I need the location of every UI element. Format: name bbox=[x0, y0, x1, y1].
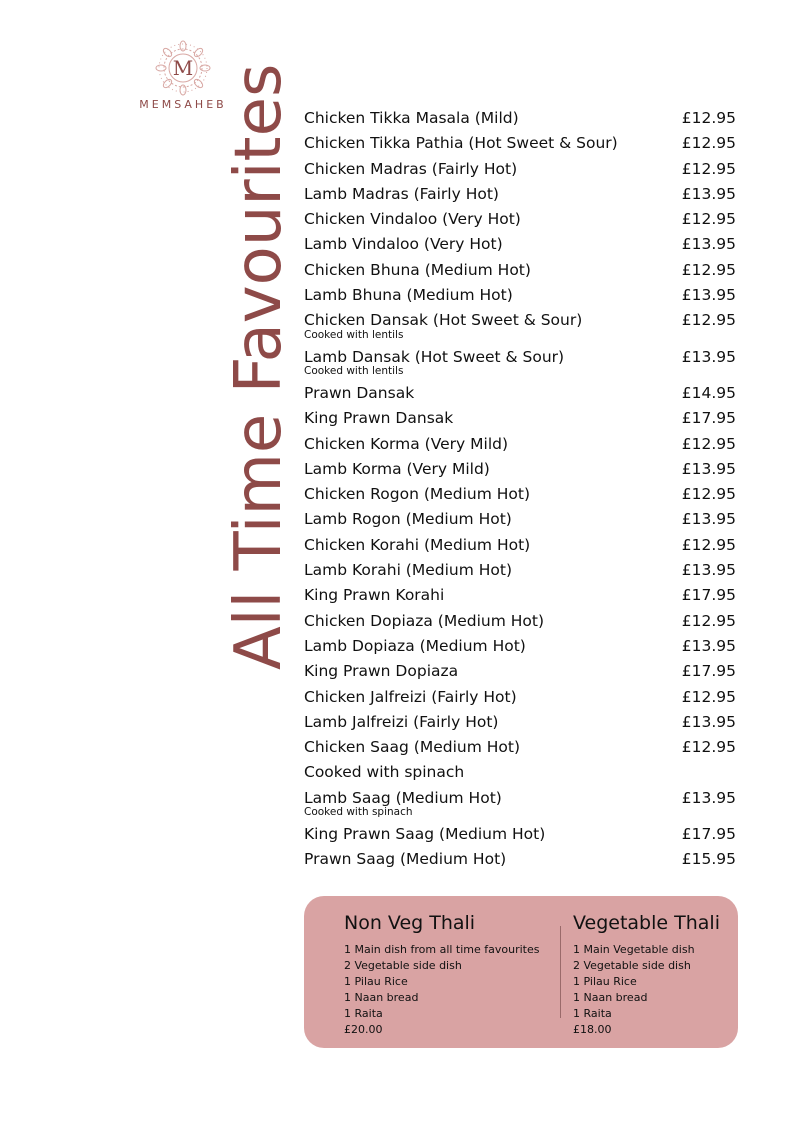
non-veg-thali-line: 1 Naan bread bbox=[344, 991, 419, 1004]
menu-item-price: £12.95 bbox=[681, 611, 736, 630]
menu-item bbox=[304, 106, 740, 131]
menu-item-price: £12.95 bbox=[681, 134, 736, 153]
menu-item-name: Chicken Vindaloo (Very Hot) bbox=[304, 210, 521, 229]
thali-box bbox=[304, 896, 738, 1048]
non-veg-thali-line: 1 Main dish from all time favourites bbox=[344, 943, 540, 956]
menu-item-name: King Prawn Saag (Medium Hot) bbox=[304, 825, 546, 844]
menu-item-price: £12.95 bbox=[681, 109, 736, 127]
menu-item bbox=[304, 432, 740, 457]
non-veg-thali-line: 1 Raita bbox=[344, 1007, 383, 1020]
menu-item-name: King Prawn Korahi bbox=[304, 586, 445, 605]
menu-item-price: £12.95 bbox=[681, 738, 736, 757]
menu-item-note: Cooked with spinach bbox=[304, 806, 413, 819]
menu-item bbox=[304, 258, 740, 283]
menu-item-price: £17.95 bbox=[681, 586, 736, 605]
menu-item bbox=[304, 207, 740, 232]
menu-item bbox=[304, 558, 740, 583]
menu-item-name: Lamb Dopiaza (Medium Hot) bbox=[304, 636, 526, 655]
menu-item-name: Lamb Jalfreizi (Fairly Hot) bbox=[304, 712, 499, 731]
menu-item-name: Lamb Saag (Medium Hot) bbox=[304, 788, 502, 807]
menu-item bbox=[304, 634, 740, 659]
menu-item-price: £12.95 bbox=[681, 687, 736, 706]
veg-thali bbox=[573, 912, 720, 1038]
menu-item bbox=[304, 406, 740, 431]
menu-item-note: Cooked with lentils bbox=[304, 364, 404, 377]
menu-item-name: Lamb Dansak (Hot Sweet & Sour) bbox=[304, 347, 565, 366]
non-veg-thali-line: 2 Vegetable side dish bbox=[344, 959, 462, 972]
menu-item bbox=[304, 609, 740, 634]
menu-item-name: Chicken Tikka Masala (Mild) bbox=[304, 109, 519, 127]
non-veg-thali-title: Non Veg Thali bbox=[344, 912, 476, 934]
menu-item bbox=[304, 735, 740, 760]
brand-name: MEMSAHEB bbox=[139, 98, 227, 111]
menu-item bbox=[304, 482, 740, 507]
menu-item-price: £12.95 bbox=[681, 535, 736, 554]
thali-divider bbox=[560, 926, 561, 1018]
menu-item bbox=[304, 847, 740, 872]
veg-thali-line: 1 Raita bbox=[573, 1007, 612, 1020]
menu-item bbox=[304, 457, 740, 482]
menu-item-name: Chicken Rogon (Medium Hot) bbox=[304, 485, 531, 504]
menu-item-price: £13.95 bbox=[681, 459, 736, 478]
menu-item-price: £15.95 bbox=[681, 850, 736, 869]
menu-item bbox=[304, 157, 740, 182]
menu-item-name: Chicken Madras (Fairly Hot) bbox=[304, 159, 518, 178]
menu-item bbox=[304, 232, 740, 257]
menu-item bbox=[304, 659, 740, 684]
menu-item-name: Lamb Rogon (Medium Hot) bbox=[304, 510, 512, 529]
menu-item bbox=[304, 710, 740, 735]
menu-item-name: Prawn Dansak bbox=[304, 383, 415, 402]
veg-thali-line: 1 Main Vegetable dish bbox=[573, 943, 695, 956]
menu-item-name: King Prawn Dansak bbox=[304, 409, 454, 428]
menu-item-name: Prawn Saag (Medium Hot) bbox=[304, 850, 507, 869]
non-veg-thali-line: 1 Pilau Rice bbox=[344, 975, 408, 988]
mandala-icon bbox=[155, 40, 211, 96]
menu-item-name: Chicken Tikka Pathia (Hot Sweet & Sour) bbox=[304, 134, 618, 153]
menu-item-name: Chicken Jalfreizi (Fairly Hot) bbox=[304, 687, 517, 706]
menu-item-name: Chicken Korma (Very Mild) bbox=[304, 434, 509, 453]
menu-item-name: Lamb Korma (Very Mild) bbox=[304, 459, 490, 478]
menu-item-price: £12.95 bbox=[681, 159, 736, 178]
menu-item bbox=[304, 182, 740, 207]
menu-item-price: £13.95 bbox=[681, 235, 736, 254]
menu-item-name: King Prawn Dopiaza bbox=[304, 662, 459, 681]
menu-item-price: £13.95 bbox=[681, 286, 736, 305]
menu-item-price: £13.95 bbox=[681, 636, 736, 655]
menu-item-name: Lamb Madras (Fairly Hot) bbox=[304, 184, 499, 203]
menu-item-price: £17.95 bbox=[681, 825, 736, 844]
menu-item-price: £13.95 bbox=[681, 788, 736, 807]
menu-item bbox=[304, 131, 740, 156]
menu-item bbox=[304, 822, 740, 847]
menu-item-name: Chicken Korahi (Medium Hot) bbox=[304, 535, 531, 554]
menu-item bbox=[304, 685, 740, 710]
menu-item-price: £13.95 bbox=[681, 561, 736, 580]
menu-item-note: Cooked with lentils bbox=[304, 328, 404, 341]
menu-item-name: Chicken Dopiaza (Medium Hot) bbox=[304, 611, 545, 630]
menu-item-price: £17.95 bbox=[681, 662, 736, 681]
menu-item-name: Chicken Bhuna (Medium Hot) bbox=[304, 260, 531, 279]
menu-item-price: £12.95 bbox=[681, 434, 736, 453]
veg-thali-line: 1 Pilau Rice bbox=[573, 975, 637, 988]
menu-item-name: Lamb Korahi (Medium Hot) bbox=[304, 561, 513, 580]
menu-item bbox=[304, 533, 740, 558]
menu-item-price: £13.95 bbox=[681, 712, 736, 731]
menu-item-price: £12.95 bbox=[681, 485, 736, 504]
menu-item-price: £14.95 bbox=[681, 383, 736, 402]
section-title: All Time Favourites bbox=[222, 63, 296, 670]
menu-item-name: Chicken Saag (Medium Hot) bbox=[304, 738, 521, 757]
brand-letter: M bbox=[172, 56, 194, 80]
veg-thali-price: £18.00 bbox=[573, 1023, 612, 1036]
non-veg-thali bbox=[344, 912, 540, 1038]
menu-item bbox=[304, 583, 740, 608]
menu-item-name: Chicken Dansak (Hot Sweet & Sour) bbox=[304, 311, 583, 330]
menu-item-price: £12.95 bbox=[681, 210, 736, 229]
menu-list bbox=[304, 106, 740, 873]
menu-item-price: £17.95 bbox=[681, 409, 736, 428]
menu-item-price: £12.95 bbox=[681, 260, 736, 279]
veg-thali-line: 2 Vegetable side dish bbox=[573, 959, 691, 972]
menu-item-name: Cooked with spinach bbox=[304, 763, 465, 782]
menu-item bbox=[304, 760, 740, 785]
menu-item-price: £13.95 bbox=[681, 347, 736, 366]
veg-thali-title: Vegetable Thali bbox=[573, 912, 720, 934]
menu-item bbox=[304, 283, 740, 308]
menu-item bbox=[304, 507, 740, 532]
veg-thali-line: 1 Naan bread bbox=[573, 991, 648, 1004]
menu-item-name: Lamb Bhuna (Medium Hot) bbox=[304, 286, 513, 305]
menu-item-price: £13.95 bbox=[681, 184, 736, 203]
non-veg-thali-price: £20.00 bbox=[344, 1023, 383, 1036]
menu-item bbox=[304, 381, 740, 406]
menu-item-name: Lamb Vindaloo (Very Hot) bbox=[304, 235, 503, 254]
menu-item-price: £13.95 bbox=[681, 510, 736, 529]
menu-item-price: £12.95 bbox=[681, 311, 736, 330]
